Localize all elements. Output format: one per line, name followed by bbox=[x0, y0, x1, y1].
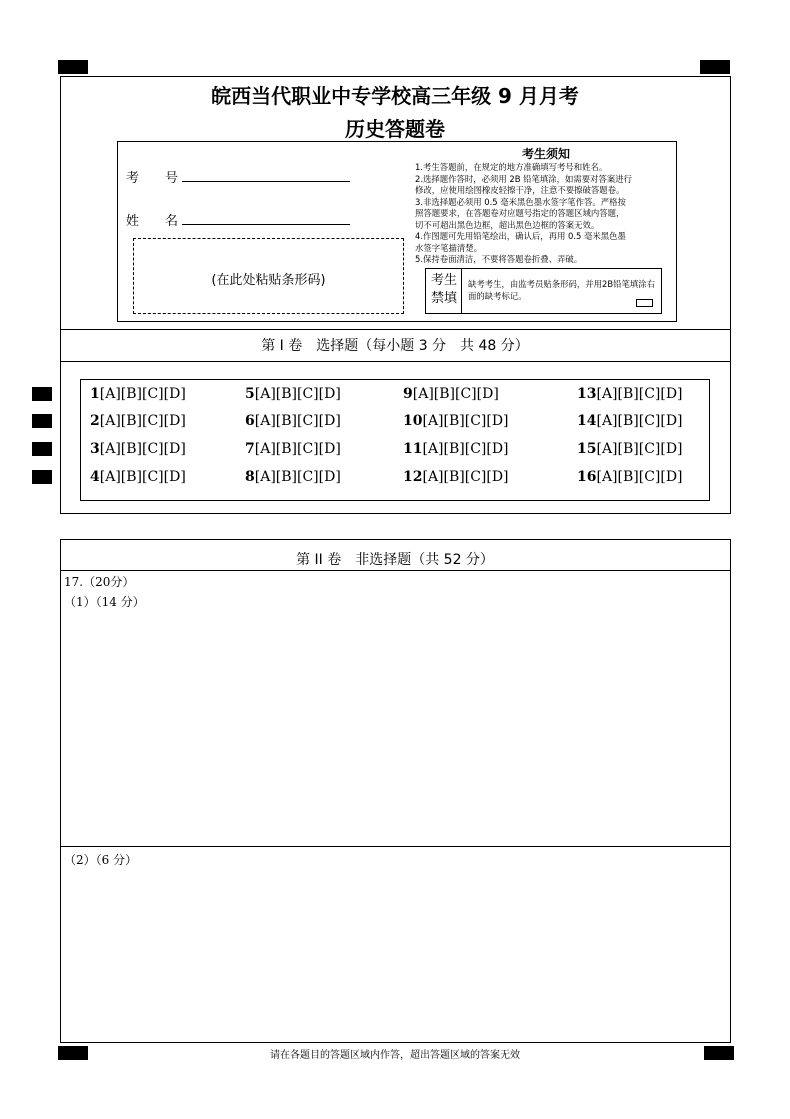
notice-item: 修改，应使用绘图橡皮轻擦干净，注意不要擦破答题卷。 bbox=[415, 185, 625, 195]
exam-no-label: 考 号 bbox=[126, 171, 179, 186]
choice-number: 16 bbox=[577, 469, 597, 485]
question-17-1-label: （1）（14 分） bbox=[64, 595, 145, 609]
notice-item: 2.选择题作答时，必须用 2B 铅笔填涂，如需要对答案进行 bbox=[415, 173, 633, 184]
choice-item[interactable] bbox=[403, 413, 509, 429]
notice-item: 1.考生答题前，在规定的地方准确填写考号和姓名。 bbox=[415, 162, 608, 172]
footer-note: 请在各题目的答题区域内作答，超出答题区域的答案无效 bbox=[270, 1050, 520, 1061]
choice-item[interactable] bbox=[577, 413, 683, 429]
choice-item[interactable] bbox=[90, 413, 186, 429]
choice-number: 5 bbox=[245, 386, 255, 402]
notice-item: 3.非选择题必须用 0.5 毫米黑色墨水签字笔作答。严格按 bbox=[415, 196, 626, 207]
section2-title-divider bbox=[60, 570, 731, 571]
choice-options[interactable]: [A][B][C][D] bbox=[596, 386, 683, 402]
section2-title: 第 II 卷 非选择题（共 52 分） bbox=[296, 552, 494, 568]
choice-number: 1 bbox=[90, 386, 100, 402]
choice-options[interactable]: [A][B][C][D] bbox=[422, 413, 509, 429]
choice-item[interactable] bbox=[245, 413, 341, 429]
choice-item[interactable] bbox=[90, 386, 186, 402]
timing-mark bbox=[32, 470, 52, 484]
choice-item[interactable] bbox=[245, 386, 341, 402]
choice-options[interactable]: [A][B][C][D] bbox=[99, 441, 186, 457]
choice-number: 6 bbox=[245, 413, 255, 429]
choice-number: 9 bbox=[403, 386, 413, 402]
notice-item: 照答题要求，在答题卷对应题号指定的答题区域内答题， bbox=[415, 208, 625, 218]
exam-subtitle: 历史答题卷 bbox=[345, 117, 445, 141]
absent-label-line1: 考生 bbox=[430, 273, 457, 288]
answer-area-17-2[interactable] bbox=[61, 870, 730, 1040]
answer-divider bbox=[60, 846, 731, 847]
choice-number: 15 bbox=[577, 441, 597, 457]
notice-list bbox=[415, 162, 677, 266]
alignment-mark-top-right bbox=[700, 60, 730, 74]
choice-item[interactable] bbox=[245, 469, 341, 485]
absent-instructions: 缺考考生，由监考员贴条形码，并用2B铅笔填涂右面的缺考标记。 bbox=[468, 279, 655, 301]
section1-divider bbox=[60, 361, 731, 362]
question-17-label: 17.（20分） bbox=[64, 575, 135, 589]
choice-number: 10 bbox=[403, 413, 423, 429]
notice-item: 4.作图题可先用铅笔绘出，确认后，再用 0.5 毫米黑色墨 bbox=[415, 231, 626, 241]
choice-item[interactable] bbox=[403, 469, 509, 485]
choice-number: 2 bbox=[90, 413, 100, 429]
timing-mark bbox=[32, 387, 52, 401]
notice-item: 切不可超出黑色边框，超出黑色边框的答案无效。 bbox=[415, 219, 600, 230]
choice-options[interactable]: [A][B][C][D] bbox=[254, 441, 341, 457]
name-label: 姓 名 bbox=[126, 214, 179, 229]
choice-item[interactable] bbox=[403, 441, 509, 457]
choice-item[interactable] bbox=[577, 441, 683, 457]
choice-options[interactable]: [A][B][C][D] bbox=[254, 469, 341, 485]
choice-number: 8 bbox=[245, 469, 255, 485]
timing-mark bbox=[32, 442, 52, 456]
choice-item[interactable] bbox=[577, 386, 683, 402]
choice-number: 11 bbox=[403, 441, 423, 457]
choice-number: 4 bbox=[90, 469, 100, 485]
barcode-hint: (在此处粘贴条形码) bbox=[211, 273, 326, 288]
exam-title: 皖西当代职业中专学校高三年级 9 月月考 bbox=[211, 84, 579, 108]
choice-options[interactable]: [A][B][C][D] bbox=[412, 386, 499, 402]
alignment-mark-top-left bbox=[58, 60, 88, 74]
choice-options[interactable]: [A][B][C][D] bbox=[596, 413, 683, 429]
choice-options[interactable]: [A][B][C][D] bbox=[254, 413, 341, 429]
choice-item[interactable] bbox=[245, 441, 341, 457]
choice-number: 3 bbox=[90, 441, 100, 457]
choice-item[interactable] bbox=[403, 386, 499, 402]
choice-number: 14 bbox=[577, 413, 597, 429]
absent-divider bbox=[461, 268, 462, 314]
absent-mark-box[interactable] bbox=[636, 299, 653, 307]
question-17-2-label: （2）（6 分） bbox=[64, 853, 138, 867]
absent-label-line2: 禁填 bbox=[430, 291, 457, 306]
choice-options[interactable]: [A][B][C][D] bbox=[596, 469, 683, 485]
notice-item: 水签字笔描清楚。 bbox=[415, 242, 482, 253]
choice-item[interactable] bbox=[90, 469, 186, 485]
choice-options[interactable]: [A][B][C][D] bbox=[422, 441, 509, 457]
choice-item[interactable] bbox=[90, 441, 186, 457]
notice-item: 5.保持卷面清洁，不要将答题卷折叠、弄破。 bbox=[415, 254, 583, 264]
choice-number: 12 bbox=[403, 469, 423, 485]
section1-title: 第 I 卷 选择题（每小题 3 分 共 48 分） bbox=[261, 338, 529, 354]
choice-number: 13 bbox=[577, 386, 597, 402]
choice-options[interactable]: [A][B][C][D] bbox=[596, 441, 683, 457]
choice-number: 7 bbox=[245, 441, 255, 457]
choice-options[interactable]: [A][B][C][D] bbox=[422, 469, 509, 485]
choice-options[interactable]: [A][B][C][D] bbox=[254, 386, 341, 402]
exam-no-field[interactable] bbox=[182, 181, 350, 182]
choice-options[interactable]: [A][B][C][D] bbox=[99, 413, 186, 429]
choice-options[interactable]: [A][B][C][D] bbox=[99, 469, 186, 485]
choice-options[interactable]: [A][B][C][D] bbox=[99, 386, 186, 402]
timing-mark bbox=[32, 414, 52, 428]
notice-title: 考生须知 bbox=[521, 147, 570, 161]
choice-item[interactable] bbox=[577, 469, 683, 485]
name-field[interactable] bbox=[182, 224, 350, 225]
answer-area-17-1[interactable] bbox=[61, 610, 730, 845]
header-divider bbox=[60, 329, 731, 330]
absent-label bbox=[428, 272, 460, 308]
